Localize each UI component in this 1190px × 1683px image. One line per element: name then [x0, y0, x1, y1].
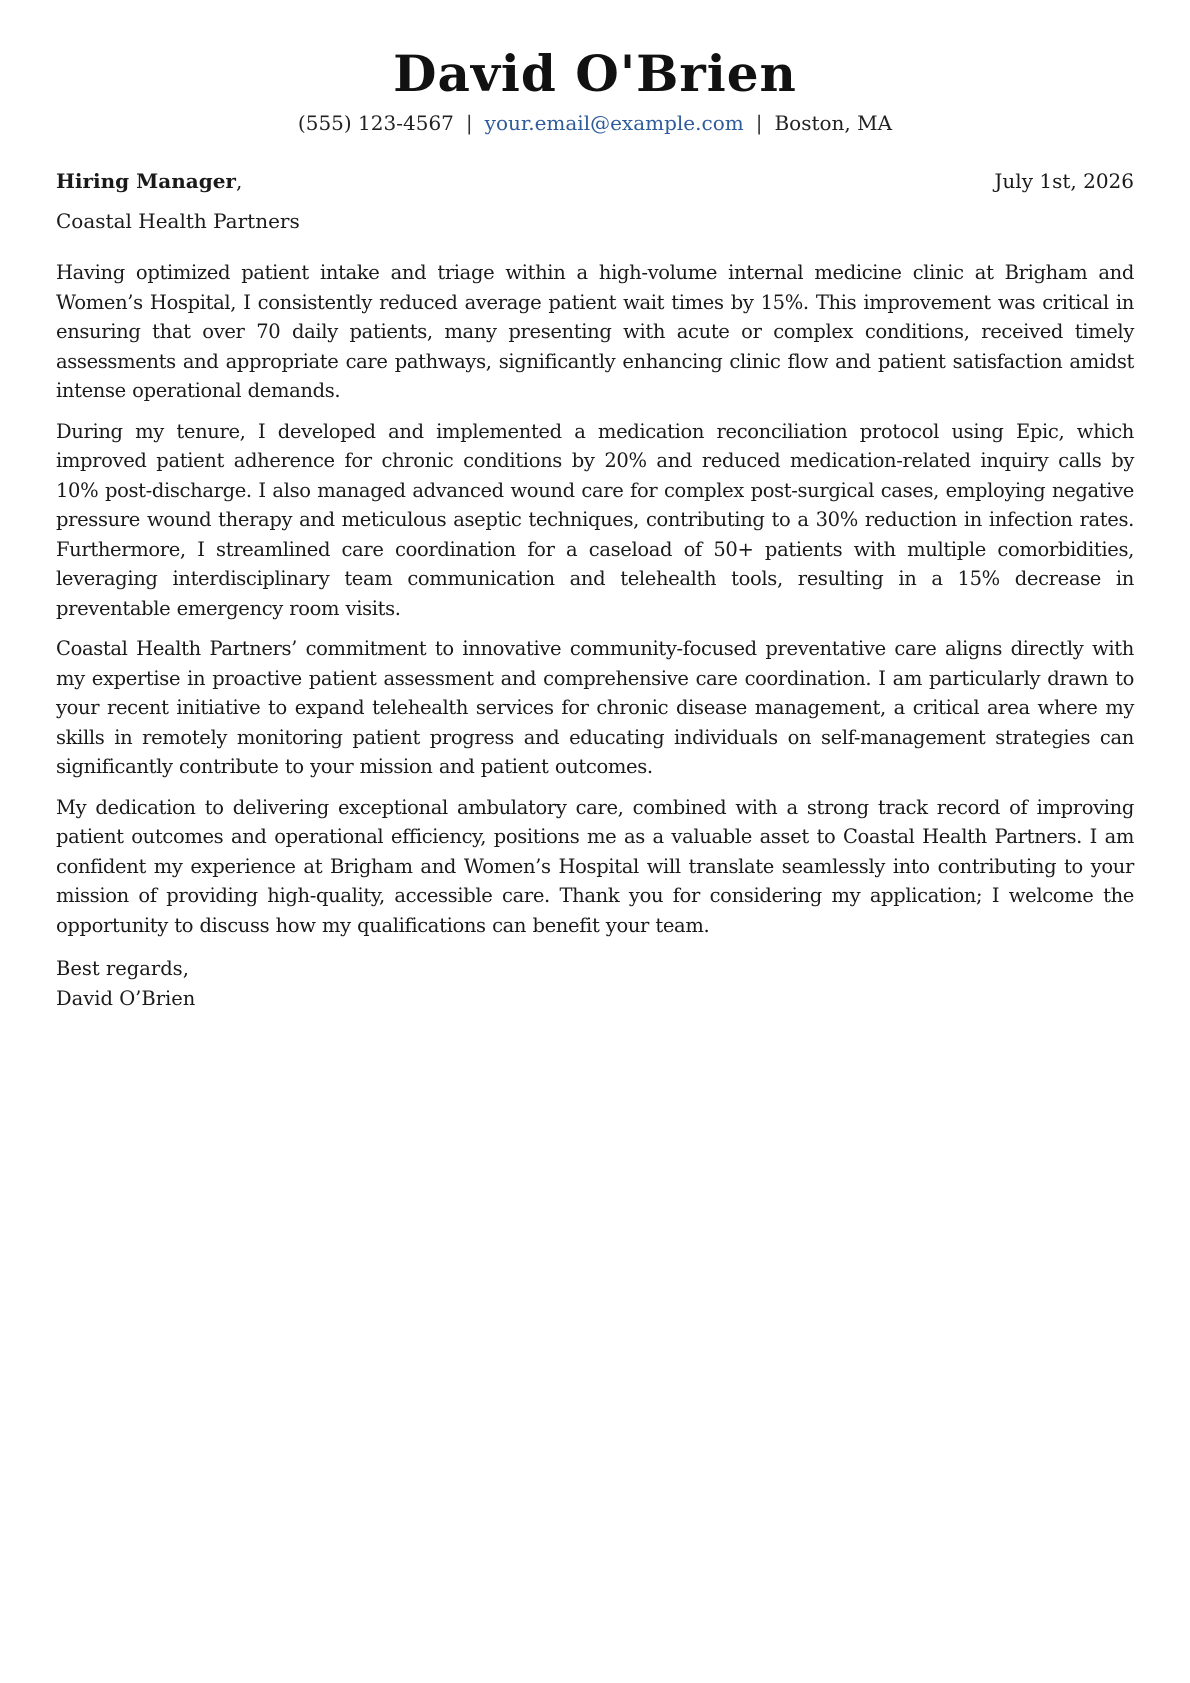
- body-paragraph: Having optimized patient intake and triage within a high-volume internal medicine clinic at Brigham and Women’s Hospital, I consistently reduced average patient wait times by 15%. This improvement was critical in ensuring that over 70 daily patients, many presenting with acute or complex conditions, received timely assessments and appropriate care pathways, significantly enhancing clinic flow and patient satisfaction amidst intense operational demands.: [56, 261, 1134, 402]
- letter-closing: [56, 954, 1134, 1013]
- contact-separator: |: [465, 111, 473, 135]
- closing-salutation: Best regards,: [56, 957, 189, 980]
- body-paragraph: My dedication to delivering exceptional ambulatory care, combined with a strong track record of improving patient outcomes and operational efficiency, positions me as a valuable asset to Coastal Health Partners. I am confident my experience at Brigham and Women’s Hospital will translate seamlessly into contributing to your mission of providing high-quality, accessible care. Thank you for considering my application; I welcome the opportunity to discuss how my qualifications can benefit your team.: [56, 795, 1134, 937]
- body-paragraph: Coastal Health Partners’ commitment to innovative community-focused preventative care aligns directly with my expertise in proactive patient assessment and comprehensive care coordination. I am particularly drawn to your recent initiative to expand telehealth services for chronic disease management, a critical area where my skills in remotely monitoring patient progress and educating individuals on self-management strategies can significantly contribute to your mission and patient outcomes.: [56, 637, 1134, 778]
- recipient-name: Hiring Manager: [56, 169, 236, 193]
- phone-number: (555) 123-4567: [297, 111, 454, 135]
- sender-name: David O'Brien: [393, 44, 797, 103]
- letter-date: July 1st, 2026: [994, 169, 1134, 193]
- recipient-line: [56, 166, 242, 196]
- contact-line: [56, 108, 1134, 138]
- body-paragraph: During my tenure, I developed and implemented a medication reconciliation protocol using Epic, which improved patient adherence for chronic conditions by 20% and reduced medication-related inquiry calls by 10% post-discharge. I also managed advanced wound care for complex post-surgical cases, employing negative pressure wound therapy and meticulous aseptic techniques, contributing to a 30% reduction in infection rates. Furthermore, I streamlined care coordination for a caseload of 50+ patients with multiple comorbidities, leveraging interdisciplinary team communication and telehealth tools, resulting in a 15% decrease in preventable emergency room visits.: [56, 419, 1134, 620]
- recipient-comma: ,: [235, 169, 243, 193]
- recipient-company: Coastal Health Partners: [56, 209, 300, 233]
- email-link[interactable]: your.email@example.com: [484, 111, 744, 135]
- letter-header: [56, 42, 1134, 138]
- closing-signature: David O’Brien: [56, 986, 196, 1010]
- location: Boston, MA: [774, 111, 893, 135]
- letter-body: [56, 258, 1134, 940]
- recipient-row: [56, 166, 1134, 196]
- contact-separator: |: [755, 111, 763, 135]
